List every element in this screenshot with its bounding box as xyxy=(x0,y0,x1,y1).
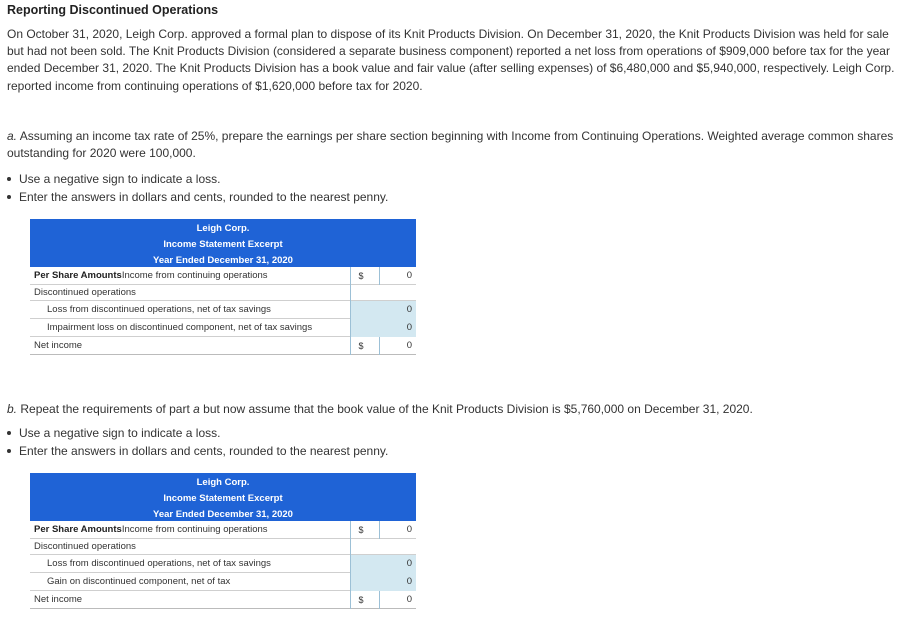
instruction-item: Enter the answers in dollars and cents, rounded to the nearest penny. xyxy=(7,188,388,206)
gain-discontinued-input[interactable]: 0 xyxy=(406,576,412,587)
currency-symbol: $ xyxy=(358,594,364,605)
per-share-label: Per Share Amounts xyxy=(34,270,122,281)
income-statement-a xyxy=(30,219,416,355)
income-statement-b xyxy=(30,473,416,609)
continuing-operations-label: Income from continuing operations xyxy=(121,524,268,535)
impairment-loss-input[interactable]: 0 xyxy=(406,322,412,333)
per-share-label: Per Share Amounts xyxy=(34,524,122,535)
net-income-input[interactable]: 0 xyxy=(406,594,412,605)
loss-discontinued-input[interactable]: 0 xyxy=(406,558,412,569)
statement-header xyxy=(30,473,416,521)
net-income-label: Net income xyxy=(34,340,83,351)
gain-discontinued-label: Gain on discontinued component, net of tax xyxy=(47,576,231,587)
loss-discontinued-label: Loss from discontinued operations, net of tax savings xyxy=(47,558,271,569)
part-a-reference: a xyxy=(193,402,200,416)
row-net-income xyxy=(30,591,416,609)
part-b-instructions xyxy=(7,424,388,460)
instruction-item: Enter the answers in dollars and cents, rounded to the nearest penny. xyxy=(7,442,388,460)
statement-header xyxy=(30,219,416,267)
discontinued-operations-label: Discontinued operations xyxy=(34,287,136,298)
part-b-letter: b. xyxy=(7,402,18,416)
row-continuing-operations xyxy=(30,521,416,539)
currency-symbol: $ xyxy=(358,270,364,281)
part-a-letter: a. xyxy=(7,129,18,143)
net-income-label: Net income xyxy=(34,594,83,605)
continuing-operations-input[interactable]: 0 xyxy=(406,270,412,281)
statement-period: Year Ended December 31, 2020 xyxy=(153,509,293,520)
currency-symbol: $ xyxy=(358,524,364,535)
row-gain-discontinued xyxy=(30,573,416,591)
statement-period: Year Ended December 31, 2020 xyxy=(153,255,293,266)
row-continuing-operations xyxy=(30,267,416,285)
intro-paragraph: On October 31, 2020, Leigh Corp. approved a formal plan to dispose of its Knit Products Division. On December 31, 2020, the Knit Products Division was held for sale but had not been sold. The Knit Products Division (considered a separate business component) reported a net loss from operations of $909,000 before tax for the year ended December 31, 2020. The Knit Products Division has a book value and fair value (after selling expenses) of $6,480,000 and $5,940,000, respectively. Leigh Corp. reported income from continuing operations of $1,620,000 before tax for 2020. xyxy=(7,27,895,93)
loss-discontinued-label: Loss from discontinued operations, net of tax savings xyxy=(47,304,271,315)
row-discontinued-operations xyxy=(30,285,416,301)
company-name: Leigh Corp. xyxy=(196,477,250,488)
statement-title: Income Statement Excerpt xyxy=(163,493,283,504)
instruction-item: Use a negative sign to indicate a loss. xyxy=(7,424,388,442)
part-a-question xyxy=(7,128,899,162)
statement-title: Income Statement Excerpt xyxy=(163,239,283,250)
row-net-income xyxy=(30,337,416,355)
company-name: Leigh Corp. xyxy=(196,223,250,234)
page-title: Reporting Discontinued Operations xyxy=(7,3,219,17)
discontinued-operations-label: Discontinued operations xyxy=(34,541,136,552)
row-loss-discontinued xyxy=(30,301,416,319)
row-impairment-loss xyxy=(30,319,416,337)
net-income-input[interactable]: 0 xyxy=(406,340,412,351)
currency-symbol: $ xyxy=(358,340,364,351)
part-b-question: b. Repeat the requirements of part a but now assume that the book value of the Knit Products Division is $5,760,000 on December 31, 2020. xyxy=(7,402,753,416)
continuing-operations-label: Income from continuing operations xyxy=(121,270,268,281)
part-a-text: Assuming an income tax rate of 25%, prepare the earnings per share section beginning with Income from Continuing Operations. Weighted average common shares outstanding for 2020 were 100,000. xyxy=(7,129,894,161)
instruction-item: Use a negative sign to indicate a loss. xyxy=(7,170,388,188)
row-discontinued-operations xyxy=(30,539,416,555)
row-loss-discontinued xyxy=(30,555,416,573)
continuing-operations-input[interactable]: 0 xyxy=(406,524,412,535)
loss-discontinued-input[interactable]: 0 xyxy=(406,304,412,315)
part-a-instructions xyxy=(7,170,388,206)
impairment-loss-label: Impairment loss on discontinued component, net of tax savings xyxy=(47,322,313,333)
